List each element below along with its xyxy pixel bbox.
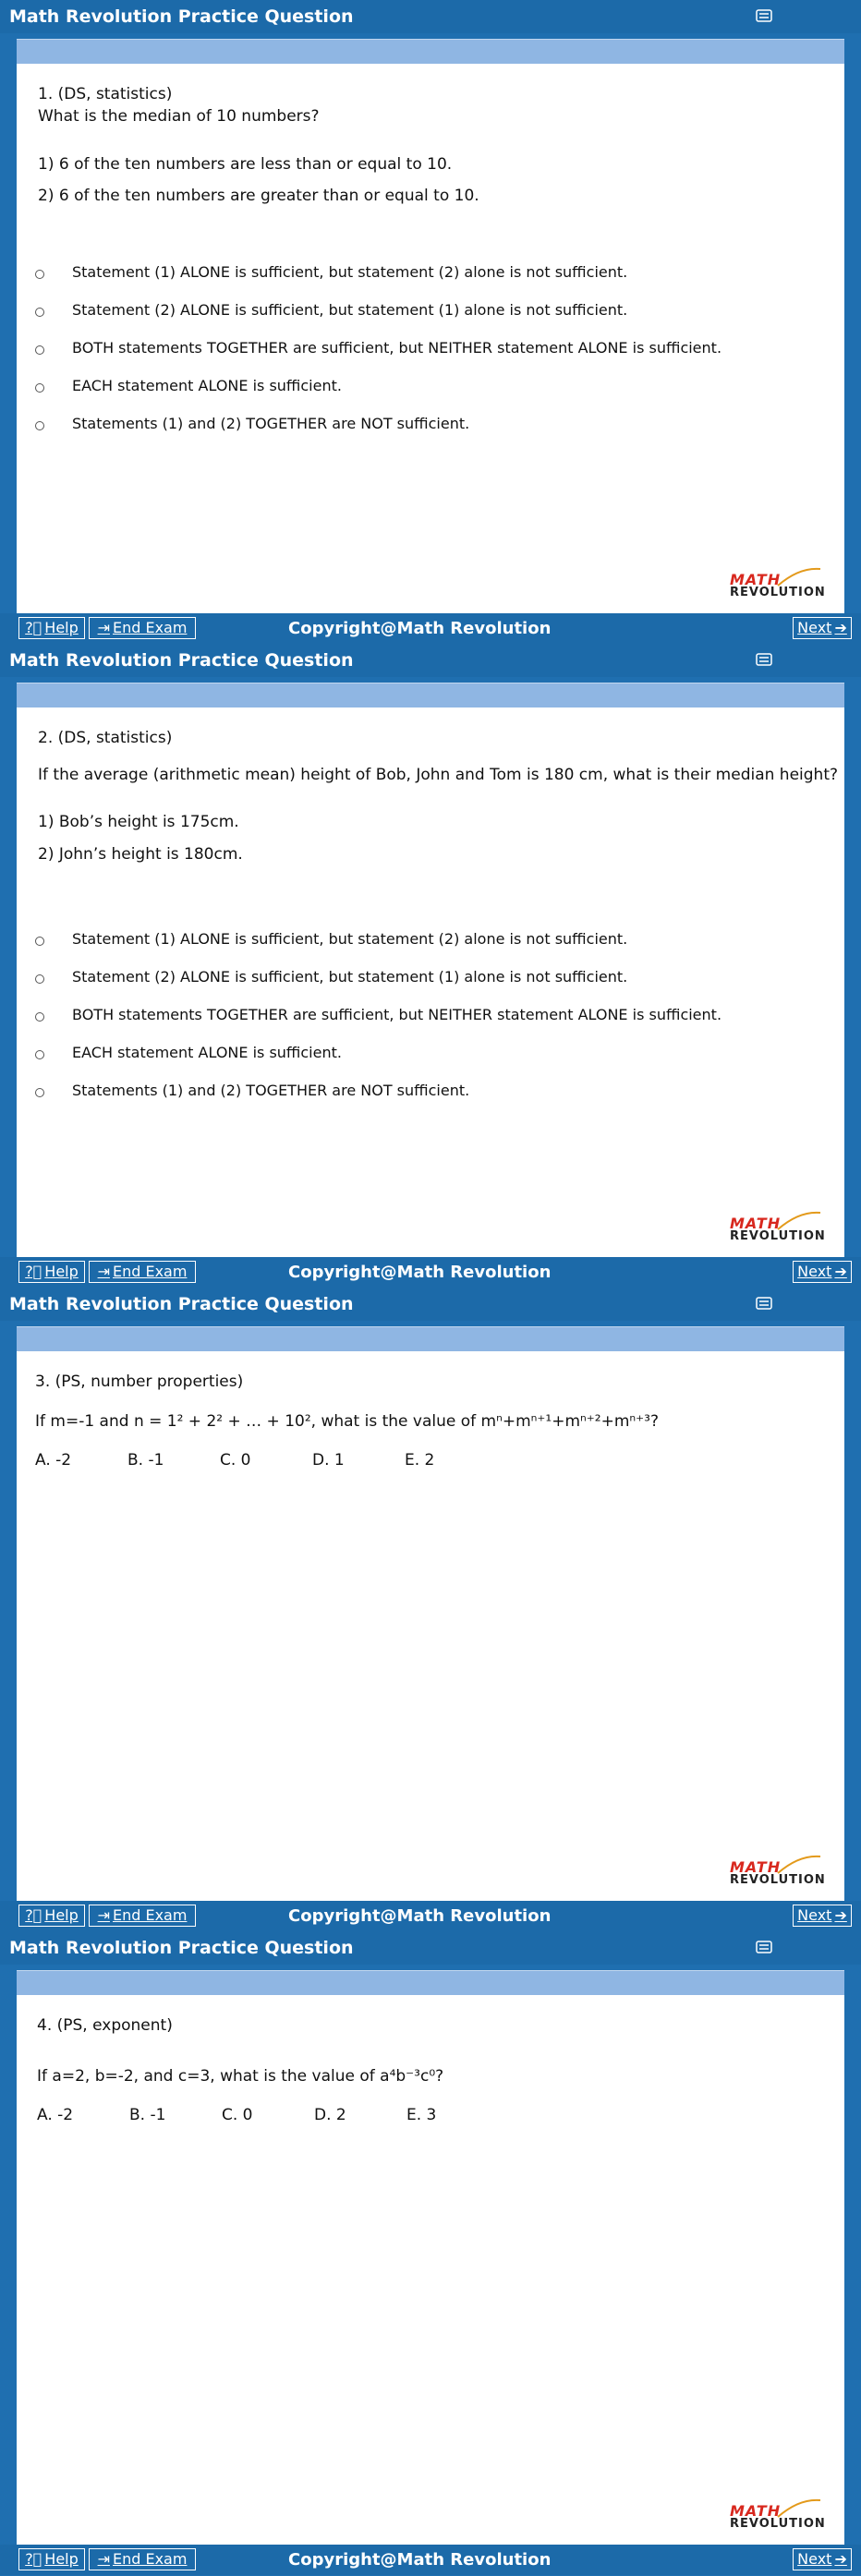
answer-option-a[interactable] <box>35 930 793 952</box>
choice-b[interactable]: B. -1 <box>127 1451 164 1469</box>
answer-option-b[interactable] <box>35 968 793 990</box>
toolbar-strip <box>17 1326 844 1351</box>
end-exam-button[interactable] <box>89 2548 196 2570</box>
help-icon: ?⃝ <box>25 1263 42 1280</box>
radio-button[interactable] <box>35 421 44 430</box>
help-icon: ?⃝ <box>25 1906 42 1924</box>
option-label: EACH statement ALONE is sufficient. <box>72 1044 342 1061</box>
math-revolution-logo <box>730 2502 826 2534</box>
radio-button[interactable] <box>35 1088 44 1097</box>
choice-e[interactable]: E. 2 <box>405 1451 435 1469</box>
question-screen-1 <box>0 0 861 644</box>
option-label: Statement (2) ALONE is sufficient, but statement (1) alone is not sufficient. <box>72 968 628 986</box>
question-screen-4 <box>0 1931 861 2575</box>
statement-2: 2) 6 of the ten numbers are greater than or equal to 10. <box>38 187 479 205</box>
answer-option-b[interactable] <box>35 301 793 323</box>
logo-line-1: MATH <box>730 571 782 588</box>
calculator-icon[interactable] <box>756 1941 772 1953</box>
bottom-bar <box>0 1257 861 1288</box>
question-panel <box>17 707 844 1257</box>
question-header: 1. (DS, statistics) <box>38 85 173 103</box>
answer-option-a[interactable] <box>35 263 793 285</box>
copyright-text: Copyright@Math Revolution <box>288 2550 552 2570</box>
app-title: Math Revolution Practice Question <box>9 1294 354 1314</box>
math-revolution-logo <box>730 571 826 602</box>
left-strip <box>0 677 17 1257</box>
question-panel <box>17 64 844 613</box>
choice-c[interactable]: C. 0 <box>222 2106 253 2124</box>
logo-line-2: REVOLUTION <box>730 1873 826 1887</box>
bottom-bar <box>0 613 861 644</box>
bottom-bar <box>0 1901 861 1931</box>
app-title: Math Revolution Practice Question <box>9 1938 354 1958</box>
answer-option-e[interactable] <box>35 415 793 437</box>
end-exam-label: End Exam <box>112 1263 188 1280</box>
radio-button[interactable] <box>35 308 44 317</box>
title-bar <box>0 644 861 677</box>
option-label: EACH statement ALONE is sufficient. <box>72 377 342 394</box>
radio-button[interactable] <box>35 383 44 393</box>
next-button[interactable] <box>793 617 852 639</box>
question-header: 4. (PS, exponent) <box>37 2016 173 2035</box>
next-button[interactable] <box>793 1261 852 1283</box>
radio-button[interactable] <box>35 937 44 946</box>
answer-option-d[interactable] <box>35 1044 793 1066</box>
next-label: Next <box>797 1906 832 1924</box>
end-exam-label: End Exam <box>112 1906 188 1924</box>
end-exam-label: End Exam <box>112 619 188 636</box>
bottom-bar <box>0 2545 861 2575</box>
copyright-text: Copyright@Math Revolution <box>288 619 552 638</box>
option-label: Statements (1) and (2) TOGETHER are NOT sufficient. <box>72 415 470 432</box>
statement-1: 1) 6 of the ten numbers are less than or equal to 10. <box>38 155 453 174</box>
next-label: Next <box>797 619 832 636</box>
copyright-text: Copyright@Math Revolution <box>288 1906 552 1926</box>
swoosh-icon <box>776 1209 822 1231</box>
answer-option-e[interactable] <box>35 1082 793 1104</box>
question-panel <box>17 1995 844 2545</box>
question-panel <box>17 1351 844 1901</box>
arrow-right-icon: ➔ <box>834 1906 847 1924</box>
calculator-icon[interactable] <box>756 653 772 666</box>
option-label: Statement (1) ALONE is sufficient, but statement (2) alone is not sufficient. <box>72 930 628 948</box>
next-label: Next <box>797 2550 832 2568</box>
logo-line-1: MATH <box>730 1858 782 1876</box>
question-screen-3 <box>0 1288 861 1931</box>
choice-b[interactable]: B. -1 <box>129 2106 166 2124</box>
math-revolution-logo <box>730 1858 826 1890</box>
answer-choices <box>37 2106 499 2124</box>
title-bar <box>0 1931 861 1965</box>
arrow-right-icon: ➔ <box>834 619 847 636</box>
help-label: Help <box>44 1906 79 1924</box>
swoosh-icon <box>776 2497 822 2519</box>
app-title: Math Revolution Practice Question <box>9 650 354 671</box>
end-exam-label: End Exam <box>112 2550 188 2568</box>
title-bar <box>0 0 861 33</box>
left-strip <box>0 33 17 613</box>
logo-line-1: MATH <box>730 1215 782 1232</box>
radio-button[interactable] <box>35 1050 44 1059</box>
left-strip <box>0 1321 17 1901</box>
statement-1: 1) Bob’s height is 175cm. <box>38 813 239 831</box>
statement-2: 2) John’s height is 180cm. <box>38 845 243 864</box>
arrow-right-icon: ➔ <box>834 1263 847 1280</box>
radio-button[interactable] <box>35 974 44 984</box>
help-icon: ?⃝ <box>25 2550 42 2568</box>
logo-line-2: REVOLUTION <box>730 2517 826 2531</box>
exit-icon: ⇥ <box>97 619 110 636</box>
next-button[interactable] <box>793 2548 852 2570</box>
question-text: What is the median of 10 numbers? <box>38 107 320 126</box>
left-strip <box>0 1965 17 2545</box>
end-exam-button[interactable] <box>89 617 196 639</box>
question-text: If the average (arithmetic mean) height of Bob, John and Tom is 180 cm, what is their median height? <box>38 766 839 784</box>
end-exam-button[interactable] <box>89 1905 196 1927</box>
help-label: Help <box>44 1263 79 1280</box>
choice-c[interactable]: C. 0 <box>220 1451 251 1469</box>
option-label: Statement (1) ALONE is sufficient, but statement (2) alone is not sufficient. <box>72 263 628 281</box>
answer-option-d[interactable] <box>35 377 793 399</box>
radio-button[interactable] <box>35 270 44 279</box>
question-text: If m=-1 and n = 1² + 2² + … + 10², what is the value of mⁿ+mⁿ⁺¹+mⁿ⁺²+mⁿ⁺³? <box>35 1412 659 1431</box>
logo-line-2: REVOLUTION <box>730 1229 826 1243</box>
question-screen-2 <box>0 644 861 1288</box>
copyright-text: Copyright@Math Revolution <box>288 1263 552 1282</box>
option-label: Statement (2) ALONE is sufficient, but statement (1) alone is not sufficient. <box>72 301 628 319</box>
exit-icon: ⇥ <box>97 1263 110 1280</box>
swoosh-icon <box>776 1853 822 1875</box>
exit-icon: ⇥ <box>97 1906 110 1924</box>
logo-line-1: MATH <box>730 2502 782 2520</box>
toolbar-strip <box>17 39 844 64</box>
option-label: BOTH statements TOGETHER are sufficient, but NEITHER statement ALONE is sufficient. <box>72 339 722 357</box>
swoosh-icon <box>776 565 822 587</box>
question-header: 3. (PS, number properties) <box>35 1373 244 1391</box>
radio-button[interactable] <box>35 1012 44 1022</box>
help-label: Help <box>44 2550 79 2568</box>
answer-choices <box>35 1451 497 1469</box>
answer-option-c[interactable] <box>35 1006 793 1028</box>
math-revolution-logo <box>730 1215 826 1246</box>
next-label: Next <box>797 1263 832 1280</box>
toolbar-strip <box>17 1970 844 1995</box>
app-title: Math Revolution Practice Question <box>9 6 354 27</box>
title-bar <box>0 1288 861 1321</box>
help-button[interactable] <box>18 1261 85 1283</box>
option-label: Statements (1) and (2) TOGETHER are NOT sufficient. <box>72 1082 470 1099</box>
choice-d[interactable]: D. 1 <box>312 1451 345 1469</box>
question-text: If a=2, b=-2, and c=3, what is the value of a⁴b⁻³c⁰? <box>37 2067 444 2086</box>
end-exam-button[interactable] <box>89 1261 196 1283</box>
help-button[interactable] <box>18 2548 85 2570</box>
option-label: BOTH statements TOGETHER are sufficient, but NEITHER statement ALONE is sufficient. <box>72 1006 722 1023</box>
help-label: Help <box>44 619 79 636</box>
choice-d[interactable]: D. 2 <box>314 2106 346 2124</box>
next-button[interactable] <box>793 1905 852 1927</box>
help-button[interactable] <box>18 1905 85 1927</box>
choice-e[interactable]: E. 3 <box>406 2106 437 2124</box>
toolbar-strip <box>17 683 844 707</box>
radio-button[interactable] <box>35 345 44 355</box>
choice-a[interactable]: A. -2 <box>35 1451 72 1469</box>
help-button[interactable] <box>18 617 85 639</box>
answer-option-c[interactable] <box>35 339 793 361</box>
question-header: 2. (DS, statistics) <box>38 729 173 747</box>
calculator-icon[interactable] <box>756 1297 772 1310</box>
arrow-right-icon: ➔ <box>834 2550 847 2568</box>
calculator-icon[interactable] <box>756 9 772 22</box>
logo-line-2: REVOLUTION <box>730 586 826 599</box>
exit-icon: ⇥ <box>97 2550 110 2568</box>
choice-a[interactable]: A. -2 <box>37 2106 74 2124</box>
help-icon: ?⃝ <box>25 619 42 636</box>
